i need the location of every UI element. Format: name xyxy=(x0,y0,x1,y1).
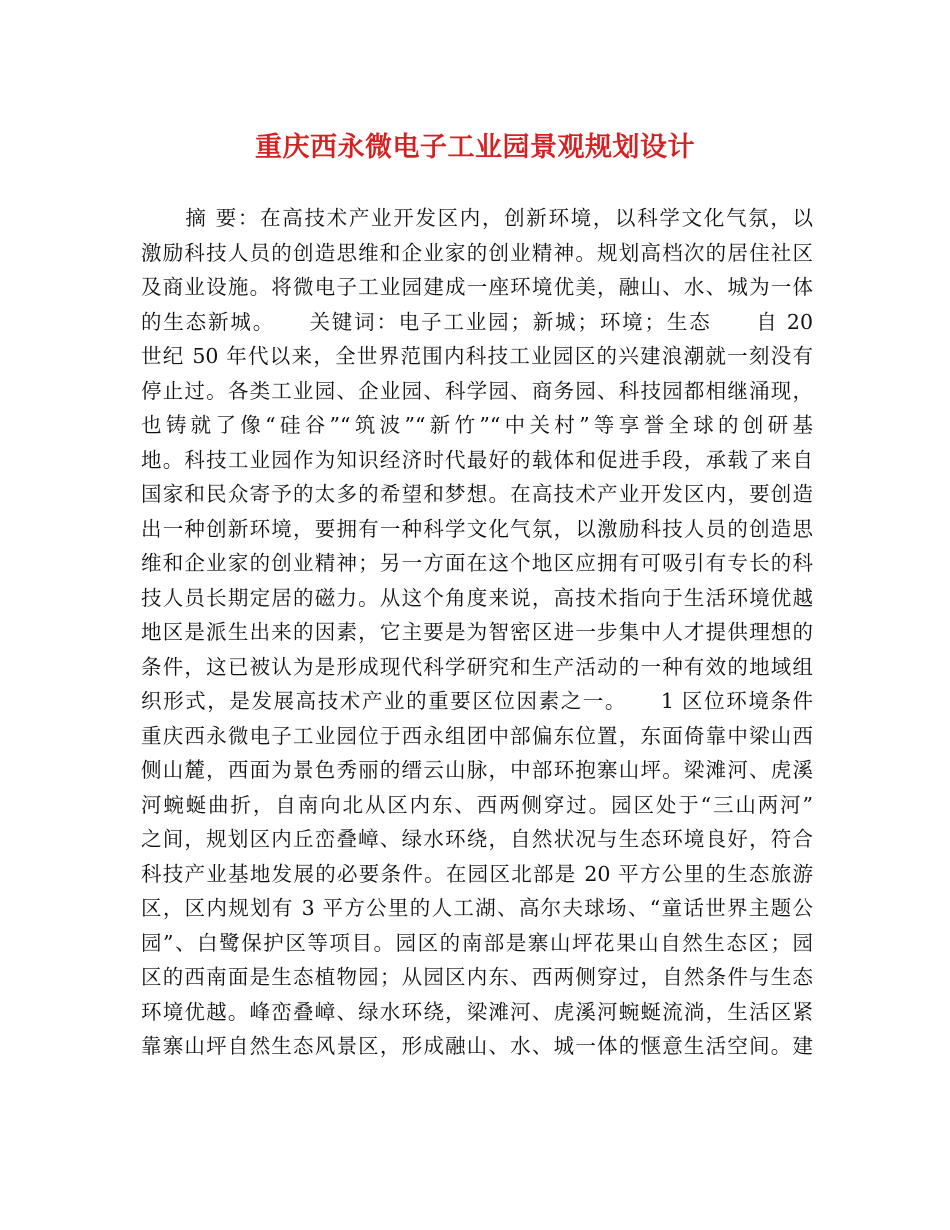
body-line: 的生态新城。 关键词：电子工业园；新城；环境；生态 自 20 xyxy=(141,309,813,334)
body-line: 地区是派生出来的因素，它主要是为智密区进一步集中人才提供理想的 xyxy=(141,620,813,644)
body-line: 停止过。各类工业园、企业园、科学园、商务园、科技园都相继涌现， xyxy=(141,378,813,403)
body-line: 区，区内规划有 3 平方公里的人工湖、高尔夫球场、“童话世界主题公 xyxy=(141,896,813,920)
body-line: 维和企业家的创业精神；另一方面在这个地区应拥有可吸引有专长的科 xyxy=(141,551,813,575)
body-line: 条件，这已被认为是形成现代科学研究和生产活动的一种有效的地域组 xyxy=(141,654,813,679)
body-line: 园”、白鹭保护区等项目。园区的南部是寨山坪花果山自然生态区；园 xyxy=(141,930,813,955)
body-line: 也铸就了像“硅谷”“筑波”“新竹”“中关村”等享誉全球的创研基 xyxy=(141,413,813,437)
body-line: 靠寨山坪自然生态风景区，形成融山、水、城一体的惬意生活空间。建 xyxy=(141,1034,813,1058)
body-line: 出一种创新环境，要拥有一种科学文化气氛，以激励科技人员的创造思 xyxy=(141,516,813,541)
document-body xyxy=(141,201,813,1064)
body-line: 之间，规划区内丘峦叠嶂、绿水环绕，自然状况与生态环境良好，符合 xyxy=(141,827,813,851)
body-line: 科技产业基地发展的必要条件。在园区北部是 20 平方公里的生态旅游 xyxy=(141,861,813,886)
body-line: 摘 要：在高技术产业开发区内，创新环境，以科学文化气氛，以 xyxy=(141,206,813,230)
body-line: 织形式，是发展高技术产业的重要区位因素之一。 1 区位环境条件 xyxy=(141,689,813,713)
body-line: 区的西南面是生态植物园；从园区内东、西两侧穿过，自然条件与生态 xyxy=(141,965,813,989)
body-line: 河蜿蜒曲折，自南向北从区内东、西两侧穿过。园区处于“三山两河” xyxy=(141,792,813,817)
body-line: 地。科技工业园作为知识经济时代最好的载体和促进手段，承载了来自 xyxy=(141,447,813,472)
body-line: 国家和民众寄予的太多的希望和梦想。在高技术产业开发区内，要创造 xyxy=(141,482,813,506)
body-line: 环境优越。峰峦叠嶂、绿水环绕，梁滩河、虎溪河蜿蜒流淌，生活区紧 xyxy=(141,999,813,1024)
body-line: 世纪 50 年代以来，全世界范围内科技工业园区的兴建浪潮就一刻没有 xyxy=(141,344,813,368)
document-title: 重庆西永微电子工业园景观规划设计 xyxy=(255,132,695,163)
body-line: 激励科技人员的创造思维和企业家的创业精神。规划高档次的居住社区 xyxy=(141,240,813,265)
body-line: 重庆西永微电子工业园位于西永组团中部偏东位置，东面倚靠中梁山西 xyxy=(141,723,813,748)
body-line: 技人员长期定居的磁力。从这个角度来说，高技术指向于生活环境优越 xyxy=(141,585,813,610)
body-line: 及商业设施。将微电子工业园建成一座环境优美，融山、水、城为一体 xyxy=(141,275,813,299)
body-line: 侧山麓，西面为景色秀丽的缙云山脉，中部环抱寨山坪。梁滩河、虎溪 xyxy=(141,758,813,782)
